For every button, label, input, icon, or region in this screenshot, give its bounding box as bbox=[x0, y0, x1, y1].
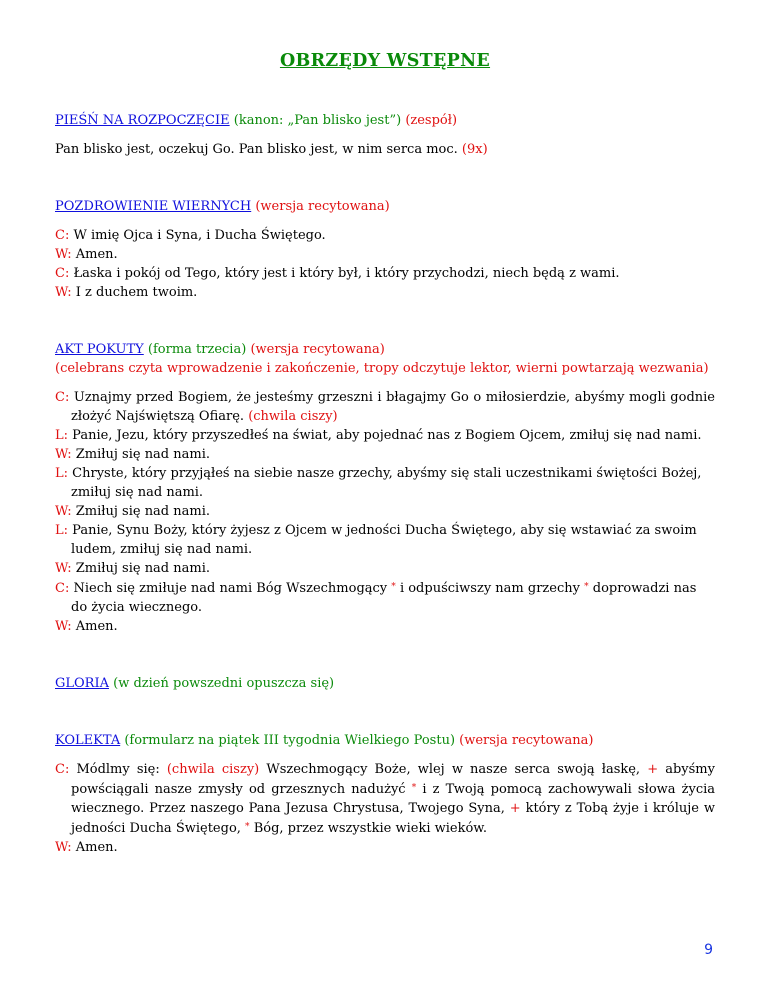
speaker-label: W: bbox=[55, 561, 72, 576]
section-gloria bbox=[55, 674, 715, 693]
absolution-text-b: i odpuściwszy nam grzechy bbox=[399, 581, 580, 596]
dialogue-text: Panie, Synu Boży, który żyjesz z Ojcem w jedności Ducha Świętego, aby się wstawiać za swoim ludem, zmiłuj się nad nami. bbox=[71, 523, 697, 557]
speaker-label: C: bbox=[55, 266, 70, 281]
greeting-dialogue bbox=[55, 226, 715, 302]
dialogue-line bbox=[55, 445, 715, 464]
absolution-text-c: doprowadzi nas do życia wiecznego. bbox=[71, 581, 697, 615]
absolution-line bbox=[55, 578, 715, 617]
greeting-heading: POZDROWIENIE WIERNYCH bbox=[55, 199, 252, 214]
dialogue-text: Zmiłuj się nad nami. bbox=[75, 561, 211, 576]
penitential-invocations bbox=[55, 426, 715, 578]
asterisk-mark: * bbox=[411, 783, 417, 793]
dialogue-line bbox=[55, 245, 715, 264]
dialogue-text: Amen. bbox=[75, 247, 118, 262]
gloria-heading: GLORIA bbox=[55, 676, 109, 691]
collect-prayer bbox=[55, 760, 715, 838]
plus-mark: + bbox=[509, 801, 521, 816]
opening-song-performer: (zespół) bbox=[405, 113, 458, 128]
penitential-form: (forma trzecia) bbox=[147, 342, 247, 357]
dialogue-line bbox=[55, 283, 715, 302]
dialogue-line bbox=[55, 264, 715, 283]
page-number: 9 bbox=[704, 942, 713, 958]
dialogue-line bbox=[55, 464, 715, 502]
dialogue-line bbox=[55, 426, 715, 445]
penitential-note: (wersja recytowana) bbox=[250, 342, 385, 357]
speaker-label: L: bbox=[55, 466, 69, 481]
dialogue-text: Zmiłuj się nad nami. bbox=[75, 504, 211, 519]
absolution-text-a: Niech się zmiłuje nad nami Bóg Wszechmogący bbox=[73, 581, 388, 596]
document-page bbox=[55, 52, 715, 857]
collect-text-a: Módlmy się: bbox=[76, 762, 160, 777]
dialogue-text: Zmiłuj się nad nami. bbox=[75, 447, 211, 462]
speaker-label: W: bbox=[55, 285, 72, 300]
speaker-label: L: bbox=[55, 523, 69, 538]
speaker-label: C: bbox=[55, 581, 70, 596]
dialogue-text: Łaska i pokój od Tego, który jest i który był, i który przychodzi, niech będą z wami. bbox=[73, 266, 620, 281]
opening-song-heading: PIEŚŃ NA ROZPOCZĘCIE bbox=[55, 113, 230, 128]
penitential-instruction: (celebrans czyta wprowadzenie i zakończenie, tropy odczytuje lektor, wierni powtarzają wezwania) bbox=[55, 361, 709, 376]
amen-text: Amen. bbox=[75, 619, 118, 634]
penitential-heading-line bbox=[55, 340, 715, 359]
dialogue-text: I z duchem twoim. bbox=[75, 285, 198, 300]
penitential-amen-line bbox=[55, 617, 715, 636]
silence-note: (chwila ciszy) bbox=[166, 762, 260, 777]
asterisk-mark: * bbox=[245, 822, 250, 832]
dialogue-text: Panie, Jezu, który przyszedłeś na świat, aby pojednać nas z Bogiem Ojcem, zmiłuj się nad nami. bbox=[72, 428, 702, 443]
section-opening-song bbox=[55, 111, 715, 159]
collect-amen-line bbox=[55, 838, 715, 857]
speaker-label: W: bbox=[55, 247, 72, 262]
speaker-label: L: bbox=[55, 428, 69, 443]
greeting-note: (wersja recytowana) bbox=[255, 199, 390, 214]
opening-song-heading-line bbox=[55, 111, 715, 130]
speaker-label: W: bbox=[55, 619, 72, 634]
greeting-heading-line bbox=[55, 197, 715, 216]
opening-song-canon: (kanon: „Pan blisko jest”) bbox=[233, 113, 402, 128]
page-title: OBRZĘDY WSTĘPNE bbox=[279, 51, 491, 71]
collect-text-c: abyśmy powściągali nasze zmysły od grzesznych nadużyć bbox=[71, 762, 715, 797]
plus-mark: + bbox=[647, 762, 659, 777]
asterisk-mark: * bbox=[584, 582, 589, 592]
collect-heading: KOLEKTA bbox=[55, 733, 121, 748]
collect-heading-line bbox=[55, 731, 715, 750]
gloria-note: (w dzień powszedni opuszcza się) bbox=[113, 676, 335, 691]
gloria-heading-line bbox=[55, 674, 715, 693]
speaker-label: C: bbox=[55, 762, 70, 777]
collect-text-d: i z Twoją pomocą zachowywali słowa życia wiecznego. Przez naszego Pana Jezusa Chrystusa, Twojego Syna, bbox=[71, 782, 716, 816]
speaker-label: W: bbox=[55, 447, 72, 462]
section-greeting bbox=[55, 197, 715, 302]
opening-song-repeat: (9x) bbox=[461, 142, 488, 157]
opening-song-text-line bbox=[55, 140, 715, 159]
collect-text-b: Wszechmogący Boże, wlej w nasze serca swoją łaskę, bbox=[266, 762, 641, 777]
speaker-label: C: bbox=[55, 390, 70, 405]
silence-note: (chwila ciszy) bbox=[248, 409, 338, 424]
asterisk-mark: * bbox=[391, 582, 396, 592]
collect-form: (formularz na piątek III tygodnia Wielkiego Postu) bbox=[124, 733, 456, 748]
section-collect bbox=[55, 731, 715, 857]
speaker-label: W: bbox=[55, 840, 72, 855]
dialogue-line bbox=[55, 559, 715, 578]
dialogue-text: Chryste, który przyjąłeś na siebie nasze grzechy, abyśmy się stali uczestnikami świętości Bożej, zmiłuj się nad nami. bbox=[71, 466, 702, 500]
speaker-label: C: bbox=[55, 228, 70, 243]
penitential-intro-text: Uznajmy przed Bogiem, że jesteśmy grzeszni i błagajmy Go o miłosierdzie, abyśmy mogli godnie złożyć Najświętszą Ofiarę. bbox=[71, 390, 715, 424]
collect-text-e: który z Tobą żyje i króluje w jedności Ducha Świętego, bbox=[71, 801, 715, 836]
collect-note: (wersja recytowana) bbox=[459, 733, 594, 748]
section-penitential-act bbox=[55, 340, 715, 636]
penitential-heading: AKT POKUTY bbox=[55, 342, 144, 357]
dialogue-text: W imię Ojca i Syna, i Ducha Świętego. bbox=[73, 228, 326, 243]
collect-text-f: Bóg, przez wszystkie wieki wieków. bbox=[253, 821, 488, 836]
opening-song-text: Pan blisko jest, oczekuj Go. Pan blisko jest, w nim serca moc. bbox=[55, 142, 458, 157]
dialogue-line bbox=[55, 502, 715, 521]
amen-text: Amen. bbox=[75, 840, 118, 855]
penitential-intro bbox=[55, 388, 715, 426]
dialogue-line bbox=[55, 226, 715, 245]
speaker-label: W: bbox=[55, 504, 72, 519]
dialogue-line bbox=[55, 521, 715, 559]
